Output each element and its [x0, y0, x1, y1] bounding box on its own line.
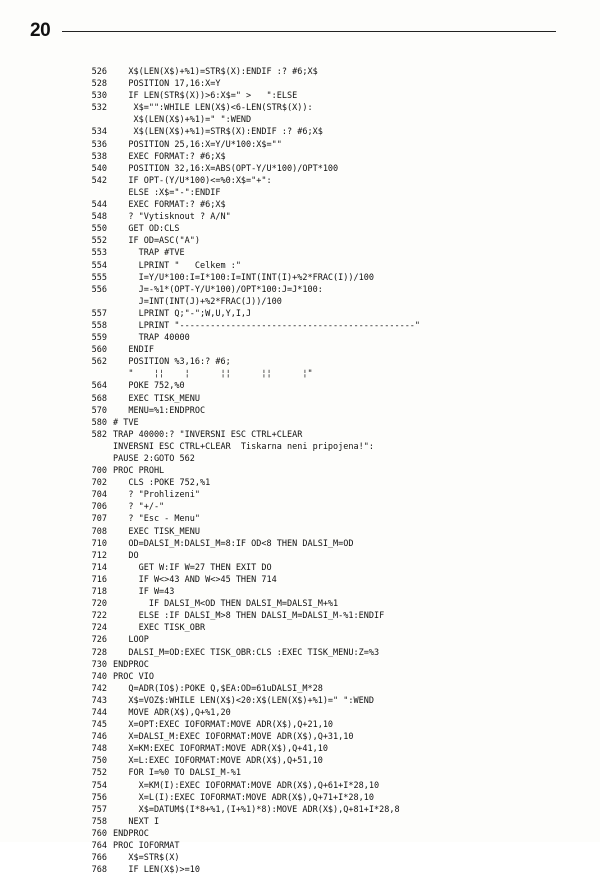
line-number: 544 — [91, 200, 107, 211]
line-number: 766 — [91, 853, 107, 864]
line-code: TRAP 40000:? "INVERSNI ESC CTRL+CLEAR — [113, 429, 303, 440]
line-code: MOVE ADR(X$),Q+%1,20 — [113, 707, 231, 718]
code-line — [80, 586, 580, 598]
code-line — [80, 659, 580, 671]
line-code: LPRINT Q;"-";W,U,Y,I,J — [113, 308, 252, 319]
line-code: CLS :POKE 752,%1 — [113, 478, 211, 489]
line-number: 552 — [91, 236, 107, 247]
line-code: " ¦¦ ¦ ¦¦ ¦¦ ¦" — [113, 369, 313, 380]
line-code: EXEC FORMAT:? #6;X$ — [113, 200, 226, 211]
line-number: 559 — [91, 333, 107, 344]
line-code: LPRINT " Celkem :" — [113, 260, 241, 271]
line-code: J=INT(INT(J)+%2*FRAC(J))/100 — [113, 296, 282, 307]
line-code: X$=DATUM$(I*8+%1,(I+%1)*8):MOVE ADR(X$),Q+81+I*28,8 — [113, 804, 400, 815]
code-line — [80, 114, 580, 126]
line-number: 720 — [91, 599, 107, 610]
code-line — [80, 296, 580, 308]
line-number: 562 — [91, 357, 107, 368]
line-number: 542 — [91, 175, 107, 186]
line-code: DO — [113, 550, 139, 561]
line-code: EXEC TISK_OBR — [113, 623, 206, 634]
line-number: 532 — [91, 103, 107, 114]
code-line — [80, 356, 580, 368]
line-code: POSITION 32,16:X=ABS(OPT-Y/U*100)/OPT*100 — [113, 163, 339, 174]
code-line — [80, 513, 580, 525]
code-line — [80, 538, 580, 550]
line-number: 548 — [91, 212, 107, 223]
line-code: LPRINT "----------------------------------------------" — [113, 320, 421, 331]
line-code: DALSI_M=OD:EXEC TISK_OBR:CLS :EXEC TISK_MENU:Z=%3 — [113, 647, 380, 658]
line-code: ? "Prohlizeni" — [113, 490, 200, 501]
line-code: POSITION 17,16:X=Y — [113, 79, 221, 90]
code-line — [80, 622, 580, 634]
code-line — [80, 767, 580, 779]
code-line — [80, 671, 580, 683]
line-number: 752 — [91, 768, 107, 779]
code-line — [80, 707, 580, 719]
code-line — [80, 647, 580, 659]
line-number: 745 — [91, 720, 107, 731]
line-number: 716 — [91, 574, 107, 585]
code-line — [80, 598, 580, 610]
code-line — [80, 163, 580, 175]
code-line — [80, 683, 580, 695]
code-line — [80, 187, 580, 199]
line-code: PROC IOFORMAT — [113, 841, 180, 851]
line-number: 757 — [91, 804, 107, 815]
line-number: 708 — [91, 526, 107, 537]
code-line — [80, 247, 580, 259]
line-code: IF W<>43 AND W<>45 THEN 714 — [113, 574, 277, 585]
line-number: 704 — [91, 490, 107, 501]
line-code: PROC VIO — [113, 671, 154, 682]
line-code: ? "Esc - Menu" — [113, 514, 200, 525]
code-line — [80, 284, 580, 296]
line-number: 748 — [91, 744, 107, 755]
line-number: 758 — [91, 816, 107, 827]
code-line — [80, 804, 580, 816]
line-code: PROC PROHL — [113, 466, 165, 477]
line-number: 580 — [91, 417, 107, 428]
code-line — [80, 102, 580, 114]
code-line — [80, 429, 580, 441]
line-code: X=OPT:EXEC IOFORMAT:MOVE ADR(X$),Q+21,10 — [113, 720, 334, 731]
line-code: X=KM(I):EXEC IOFORMAT:MOVE ADR(X$),Q+61+I*28,10 — [113, 780, 380, 791]
line-number: 700 — [91, 466, 107, 477]
line-code: LOOP — [113, 635, 149, 646]
line-code: X$(LEN(X$)+%1)=STR$(X):ENDIF :? #6;X$ — [113, 67, 318, 77]
line-number: 558 — [91, 320, 107, 331]
code-line — [80, 441, 580, 453]
line-number: 760 — [91, 828, 107, 839]
code-line — [80, 634, 580, 646]
code-line — [80, 695, 580, 707]
code-line — [80, 816, 580, 828]
line-number: 754 — [91, 780, 107, 791]
line-number: 744 — [91, 707, 107, 718]
line-number: 750 — [91, 756, 107, 767]
line-code: ENDPROC — [113, 828, 149, 839]
code-line — [80, 501, 580, 513]
line-code: X=L:EXEC IOFORMAT:MOVE ADR(X$),Q+51,10 — [113, 756, 323, 767]
code-line — [80, 332, 580, 344]
line-code: ENDIF — [113, 345, 154, 356]
line-number: 528 — [91, 79, 107, 90]
line-number: 756 — [91, 792, 107, 803]
line-number — [80, 114, 107, 126]
line-code: X=L(I):EXEC IOFORMAT:MOVE ADR(X$),Q+71+I*28,10 — [113, 792, 374, 803]
line-code: IF OD=ASC("A") — [113, 236, 200, 247]
code-line — [80, 489, 580, 501]
code-line — [80, 151, 580, 163]
line-number — [80, 453, 107, 465]
line-number: 538 — [91, 151, 107, 162]
line-number: 554 — [91, 260, 107, 271]
line-code: ? "Vytisknout ? A/N" — [113, 212, 231, 223]
line-code: X$=VOZ$:WHILE LEN(X$)<20:X$(LEN(X$)+%1)=" ":WEND — [113, 695, 374, 706]
code-line — [80, 344, 580, 356]
line-code: ELSE :IF DALSI_M>8 THEN DALSI_M=DALSI_M-%1:ENDIF — [113, 611, 385, 622]
line-code: POKE 752,%0 — [113, 381, 185, 392]
line-code: I=Y/U*100:I=I*100:I=INT(INT(I)+%2*FRAC(I))/100 — [113, 272, 374, 283]
line-code: GET OD:CLS — [113, 224, 180, 235]
program-listing — [80, 66, 580, 876]
code-line — [80, 574, 580, 586]
code-line — [80, 272, 580, 284]
line-number: 568 — [91, 393, 107, 404]
line-code: X=KM:EXEC IOFORMAT:MOVE ADR(X$),Q+41,10 — [113, 744, 328, 755]
line-number: 707 — [91, 514, 107, 525]
line-code: J=-%1*(OPT-Y/U*100)/OPT*100:J=J*100: — [113, 284, 323, 295]
line-code: NEXT I — [113, 816, 160, 827]
code-line — [80, 828, 580, 840]
line-number: 740 — [91, 671, 107, 682]
line-number: 706 — [91, 502, 107, 513]
line-number: 536 — [91, 139, 107, 150]
code-line — [80, 90, 580, 102]
line-number: 582 — [91, 429, 107, 440]
line-code: EXEC FORMAT:? #6;X$ — [113, 151, 226, 162]
code-line — [80, 792, 580, 804]
code-line — [80, 405, 580, 417]
line-code: EXEC TISK_MENU — [113, 393, 200, 404]
line-number: 742 — [91, 683, 107, 694]
code-line — [80, 223, 580, 235]
code-line — [80, 260, 580, 272]
code-line — [80, 477, 580, 489]
line-number: 728 — [91, 647, 107, 658]
line-number: 564 — [91, 381, 107, 392]
line-code: X$(LEN(X$)+%1)=STR$(X):ENDIF :? #6;X$ — [113, 127, 323, 138]
code-line — [80, 139, 580, 151]
code-line — [80, 308, 580, 320]
line-number: 743 — [91, 695, 107, 706]
line-number: 526 — [91, 67, 107, 77]
line-number: 710 — [91, 538, 107, 549]
line-code: IF DALSI_M<OD THEN DALSI_M=DALSI_M+%1 — [113, 599, 339, 610]
line-code: ? "+/-" — [113, 502, 165, 513]
line-number: 556 — [91, 284, 107, 295]
line-code: POSITION 25,16:X=Y/U*100:X$="" — [113, 139, 282, 150]
line-number: 714 — [91, 562, 107, 573]
page-number: 20 — [30, 20, 51, 41]
code-line — [80, 235, 580, 247]
code-line — [80, 864, 580, 876]
line-number: 746 — [91, 732, 107, 743]
line-number: 570 — [91, 405, 107, 416]
line-code: Q=ADR(IO$):POKE Q,$EA:OD=61uDALSI_M*28 — [113, 683, 323, 694]
line-number: 722 — [91, 611, 107, 622]
line-code: IF OPT-(Y/U*100)<=%0:X$="+": — [113, 175, 272, 186]
line-code: # TVE — [113, 417, 139, 428]
line-number — [80, 296, 107, 308]
line-number: 726 — [91, 635, 107, 646]
line-code: INVERSNI ESC CTRL+CLEAR Tiskarna neni pripojena!": — [113, 441, 374, 452]
code-line — [80, 368, 580, 380]
code-line — [80, 66, 580, 78]
code-line — [80, 465, 580, 477]
header-rule — [62, 31, 556, 32]
line-code: EXEC TISK_MENU — [113, 526, 200, 537]
line-number: 764 — [91, 841, 107, 851]
line-number: 718 — [91, 587, 107, 598]
line-code: FOR I=%0 TO DALSI_M-%1 — [113, 768, 241, 779]
line-number — [80, 368, 107, 380]
code-line — [80, 562, 580, 574]
line-number: 550 — [91, 224, 107, 235]
code-line — [80, 550, 580, 562]
line-number: 712 — [91, 550, 107, 561]
code-line — [80, 211, 580, 223]
line-code: X$=STR$(X) — [113, 853, 180, 864]
line-code: IF LEN(X$)>=10 — [113, 865, 200, 876]
line-number: 553 — [91, 248, 107, 259]
line-code: ENDPROC — [113, 659, 149, 670]
line-code: IF LEN(STR$(X))>6:X$=" > ":ELSE — [113, 91, 298, 102]
line-code: POSITION %3,16:? #6; — [113, 357, 231, 368]
line-number: 768 — [91, 865, 107, 876]
line-code: X=DALSI_M:EXEC IOFORMAT:MOVE ADR(X$),Q+31,10 — [113, 732, 354, 743]
line-code: MENU=%1:ENDPROC — [113, 405, 206, 416]
line-code: IF W=43 — [113, 587, 175, 598]
line-code: TRAP 40000 — [113, 333, 190, 344]
code-line — [80, 78, 580, 90]
code-line — [80, 453, 580, 465]
line-code: PAUSE 2:GOTO 562 — [113, 454, 195, 464]
line-number: 555 — [91, 272, 107, 283]
code-line — [80, 731, 580, 743]
line-number: 540 — [91, 163, 107, 174]
code-line — [80, 393, 580, 405]
code-line — [80, 610, 580, 622]
line-code: X$(LEN(X$)+%1)=" ":WEND — [113, 115, 252, 126]
code-line — [80, 417, 580, 429]
code-line — [80, 755, 580, 767]
line-number: 702 — [91, 478, 107, 489]
code-line — [80, 526, 580, 538]
code-line — [80, 780, 580, 792]
line-number — [80, 187, 107, 199]
line-code: ELSE :X$="-":ENDIF — [113, 187, 221, 198]
line-code: GET W:IF W=27 THEN EXIT DO — [113, 562, 272, 573]
line-number: 534 — [91, 127, 107, 138]
line-number: 730 — [91, 659, 107, 670]
code-line — [80, 852, 580, 864]
code-line — [80, 380, 580, 392]
line-number: 560 — [91, 345, 107, 356]
line-number — [80, 441, 107, 453]
line-code: TRAP #TVE — [113, 248, 185, 259]
code-line — [80, 743, 580, 755]
line-number: 530 — [91, 91, 107, 102]
code-line — [80, 199, 580, 211]
line-number: 724 — [91, 623, 107, 634]
line-code: X$="":WHILE LEN(X$)<6-LEN(STR$(X)): — [113, 103, 313, 114]
line-code: OD=DALSI_M:DALSI_M=8:IF OD<8 THEN DALSI_M=OD — [113, 538, 354, 549]
line-number: 557 — [91, 308, 107, 319]
code-line — [80, 719, 580, 731]
code-line — [80, 126, 580, 138]
code-line — [80, 320, 580, 332]
code-line — [80, 175, 580, 187]
